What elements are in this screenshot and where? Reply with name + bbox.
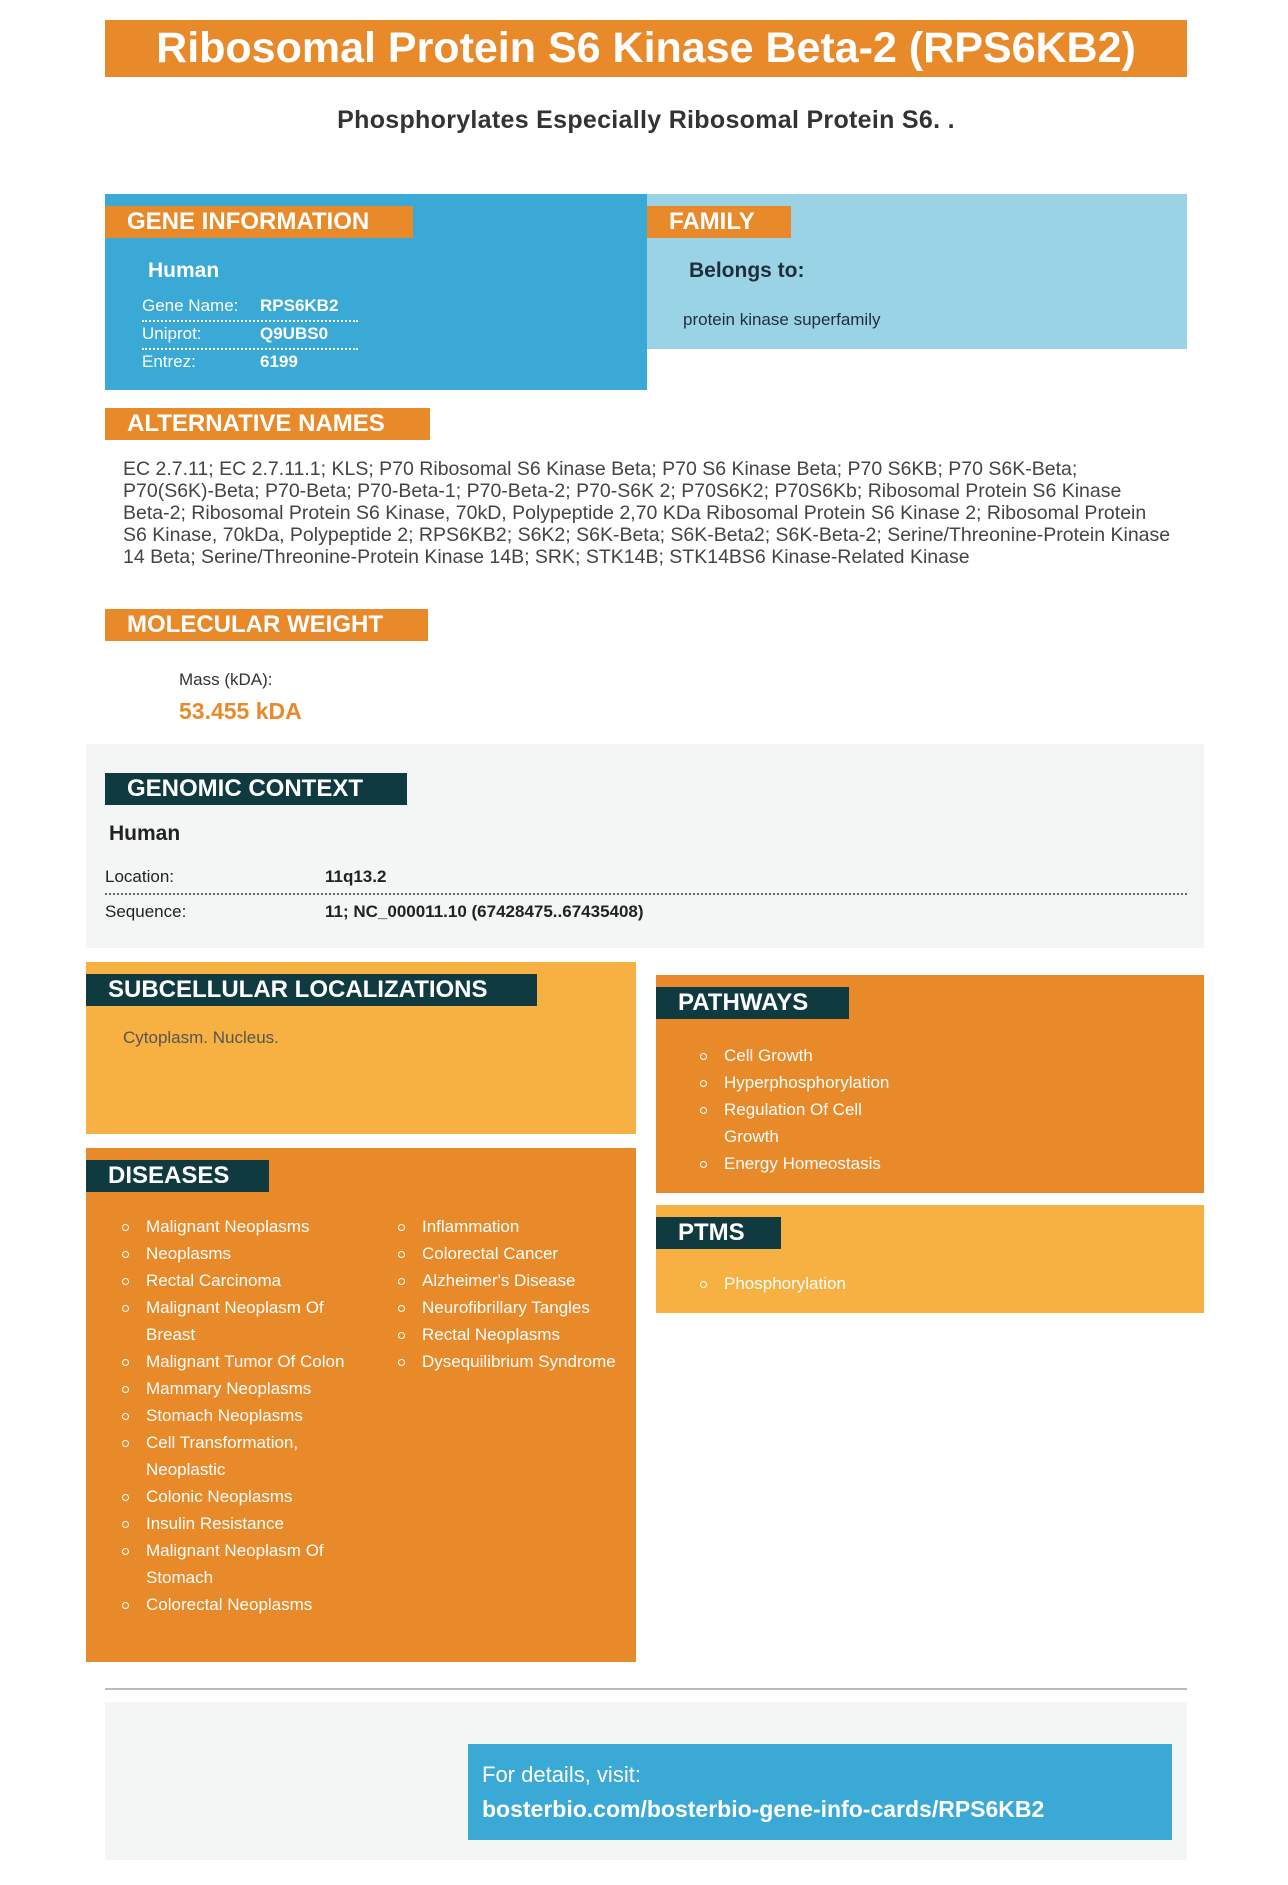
molecular-weight-heading: MOLECULAR WEIGHT [105, 609, 428, 641]
mass-label: Mass (kDA): [179, 670, 273, 689]
list-item: Hyperphosphorylation [698, 1069, 918, 1096]
entrez-row [142, 348, 358, 376]
gene-name-label: Gene Name: [142, 296, 239, 315]
entrez-label: Entrez: [142, 352, 196, 371]
list-item: Regulation Of Cell Growth [698, 1096, 918, 1150]
details-label: For details, visit: [482, 1762, 641, 1787]
uniprot-row [142, 320, 358, 350]
list-item: Mammary Neoplasms [120, 1375, 360, 1402]
footer-divider [105, 1688, 1187, 1690]
list-item: Cell Transformation, Neoplastic [120, 1429, 360, 1483]
ptms-panel [656, 1205, 1204, 1313]
family-belongs-label: Belongs to: [689, 259, 805, 282]
list-item: Stomach Neoplasms [120, 1402, 360, 1429]
ptms-list [698, 1270, 998, 1297]
list-item: Neurofibrillary Tangles [396, 1294, 626, 1321]
uniprot-label: Uniprot: [142, 324, 202, 343]
sequence-label: Sequence: [105, 902, 187, 921]
list-item: Colorectal Cancer [396, 1240, 626, 1267]
page-title: Ribosomal Protein S6 Kinase Beta-2 (RPS6KB2) [156, 24, 1136, 72]
pathways-panel [656, 975, 1204, 1193]
details-link[interactable]: bosterbio.com/bosterbio-gene-info-cards/RPS6KB2 [482, 1796, 1045, 1822]
entrez-value: 6199 [260, 352, 298, 371]
list-item: Rectal Carcinoma [120, 1267, 360, 1294]
family-value: protein kinase superfamily [683, 310, 881, 329]
list-item: Inflammation [396, 1213, 626, 1240]
genomic-species: Human [109, 822, 181, 845]
genomic-context-panel [86, 744, 1204, 948]
list-item: Dysequilibrium Syndrome [396, 1348, 626, 1375]
list-item: Cell Growth [698, 1042, 918, 1069]
ptms-heading: PTMS [656, 1217, 781, 1249]
location-label: Location: [105, 867, 174, 886]
location-row [105, 859, 1187, 895]
pathways-list [698, 1042, 918, 1177]
list-item: Rectal Neoplasms [396, 1321, 626, 1348]
genomic-context-heading: GENOMIC CONTEXT [105, 773, 407, 805]
gene-name-value: RPS6KB2 [260, 296, 339, 315]
diseases-list-left [120, 1213, 360, 1618]
gene-name-row [142, 292, 358, 322]
subcellular-localizations-text: Cytoplasm. Nucleus. [123, 1028, 279, 1047]
details-card [468, 1744, 1172, 1840]
gene-species: Human [148, 259, 220, 282]
page-subtitle: Phosphorylates Especially Ribosomal Protein S6. . [337, 106, 955, 134]
list-item: Colonic Neoplasms [120, 1483, 360, 1510]
alternative-names-text: EC 2.7.11; EC 2.7.11.1; KLS; P70 Ribosomal S6 Kinase Beta; P70 S6 Kinase Beta; P70 S6KB; P70 S6K-Beta; P70(S6K)-Beta; P70-Beta; P70-Beta-1; P70-Beta-2; P70-S6K 2; P70S6K2; P70S6Kb; Ribosomal Protein S6 Kinase Beta-2; Ribosomal Protein S6 Kinase, 70kD, Polypeptide 2,70 KDa Ribosomal Protein S6 Kinase 2; Ribosomal Protein S6 Kinase, 70kDa, Polypeptide 2; RPS6KB2; S6K2; S6K-Beta; S6K-Beta2; S6K-Beta-2; Serine/Threonine-Protein Kinase 14 Beta; Serine/Threonine-Protein Kinase 14B; SRK; STK14B; STK14BS6 Kinase-Related Kinase [123, 458, 1171, 568]
gene-information-heading: GENE INFORMATION [105, 206, 413, 238]
family-heading: FAMILY [647, 206, 791, 238]
diseases-heading: DISEASES [86, 1160, 269, 1192]
sequence-row [105, 894, 1187, 928]
location-value: 11q13.2 [325, 867, 387, 886]
subcellular-localizations-heading: SUBCELLULAR LOCALIZATIONS [86, 974, 537, 1006]
alternative-names-heading: ALTERNATIVE NAMES [105, 408, 430, 440]
gene-information-panel [105, 194, 647, 390]
family-panel [647, 194, 1187, 349]
subcellular-localizations-panel [86, 962, 636, 1134]
list-item: Malignant Neoplasms [120, 1213, 360, 1240]
pathways-heading: PATHWAYS [656, 987, 849, 1019]
diseases-list-right [396, 1213, 626, 1375]
list-item: Energy Homeostasis [698, 1150, 918, 1177]
title-banner [105, 20, 1187, 77]
list-item: Insulin Resistance [120, 1510, 360, 1537]
sequence-value: 11; NC_000011.10 (67428475..67435408) [325, 902, 644, 921]
uniprot-value: Q9UBS0 [260, 324, 329, 343]
list-item: Malignant Neoplasm Of Breast [120, 1294, 360, 1348]
list-item: Colorectal Neoplasms [120, 1591, 360, 1618]
diseases-panel [86, 1148, 636, 1662]
list-item: Phosphorylation [698, 1270, 998, 1297]
list-item: Malignant Tumor Of Colon [120, 1348, 360, 1375]
list-item: Alzheimer's Disease [396, 1267, 626, 1294]
list-item: Malignant Neoplasm Of Stomach [120, 1537, 360, 1591]
mass-value: 53.455 kDA [179, 698, 302, 724]
list-item: Neoplasms [120, 1240, 360, 1267]
